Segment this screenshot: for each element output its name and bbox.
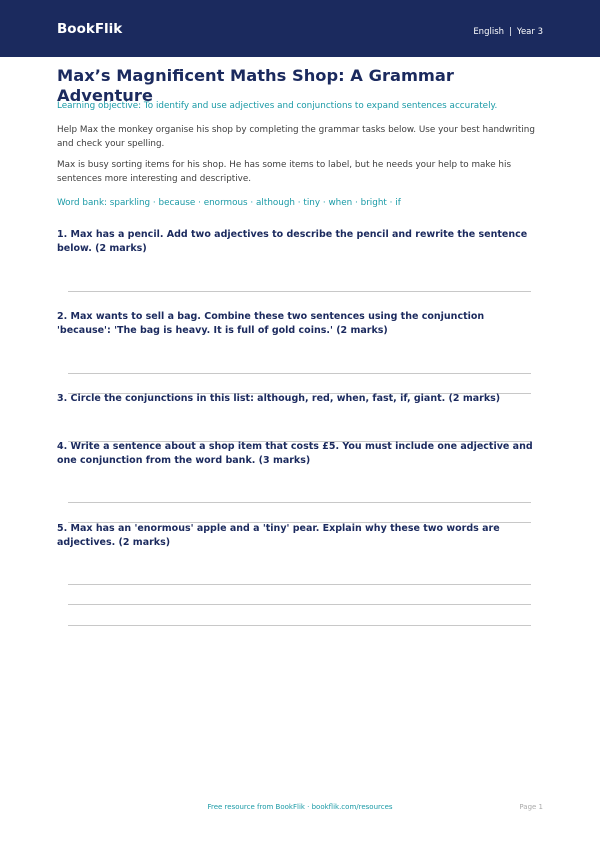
meta-separator: | <box>509 27 512 37</box>
page-title: Max’s Magnificent Maths Shop: A Grammar Adventure <box>57 66 454 105</box>
footer-credit: Free resource from BookFlik · bookflik.com/resources <box>207 803 393 811</box>
answer-line[interactable] <box>68 373 531 374</box>
question-1: 1. Max has a pencil. Add two adjectives to describe the pencil and rewrite the sentence below. (2 marks) <box>57 229 528 254</box>
intro-paragraph-1: Help Max the monkey organise his shop by completing the grammar tasks below. Use your best handwriting and check your spelling. <box>57 125 535 149</box>
year-label: Year 3 <box>516 27 543 37</box>
question-2: 2. Max wants to sell a bag. Combine these two sentences using the conjunction 'because': 'The bag is heavy. It is full of gold coins.' (2 marks) <box>57 311 485 336</box>
subject-label: English <box>473 27 505 37</box>
question-5: 5. Max has an 'enormous' apple and a 'tiny' pear. Explain why these two words are adjectives. (2 marks) <box>57 523 500 548</box>
answer-line[interactable] <box>68 502 531 503</box>
question-4: 4. Write a sentence about a shop item that costs £5. You must include one adjective and one conjunction from the word bank. (3 marks) <box>57 441 533 466</box>
answer-line[interactable] <box>68 625 531 626</box>
answer-line[interactable] <box>68 604 531 605</box>
word-bank: Word bank: sparkling · because · enormous · although · tiny · when · bright · if <box>57 198 401 208</box>
subject-year <box>473 28 543 37</box>
answer-line[interactable] <box>68 291 531 292</box>
intro-paragraph-2: Max is busy sorting items for his shop. He has some items to label, but he needs your help to make his sentences more interesting and descriptive. <box>57 160 512 184</box>
question-3: 3. Circle the conjunctions in this list: although, red, when, fast, if, giant. (2 marks) <box>57 393 501 404</box>
page-number: Page 1 <box>519 803 543 811</box>
page-header <box>0 0 600 57</box>
learning-objective: Learning objective: To identify and use adjectives and conjunctions to expand sentences accurately. <box>57 101 498 111</box>
answer-line[interactable] <box>68 584 531 585</box>
brand-logo: BookFlik <box>57 21 123 37</box>
